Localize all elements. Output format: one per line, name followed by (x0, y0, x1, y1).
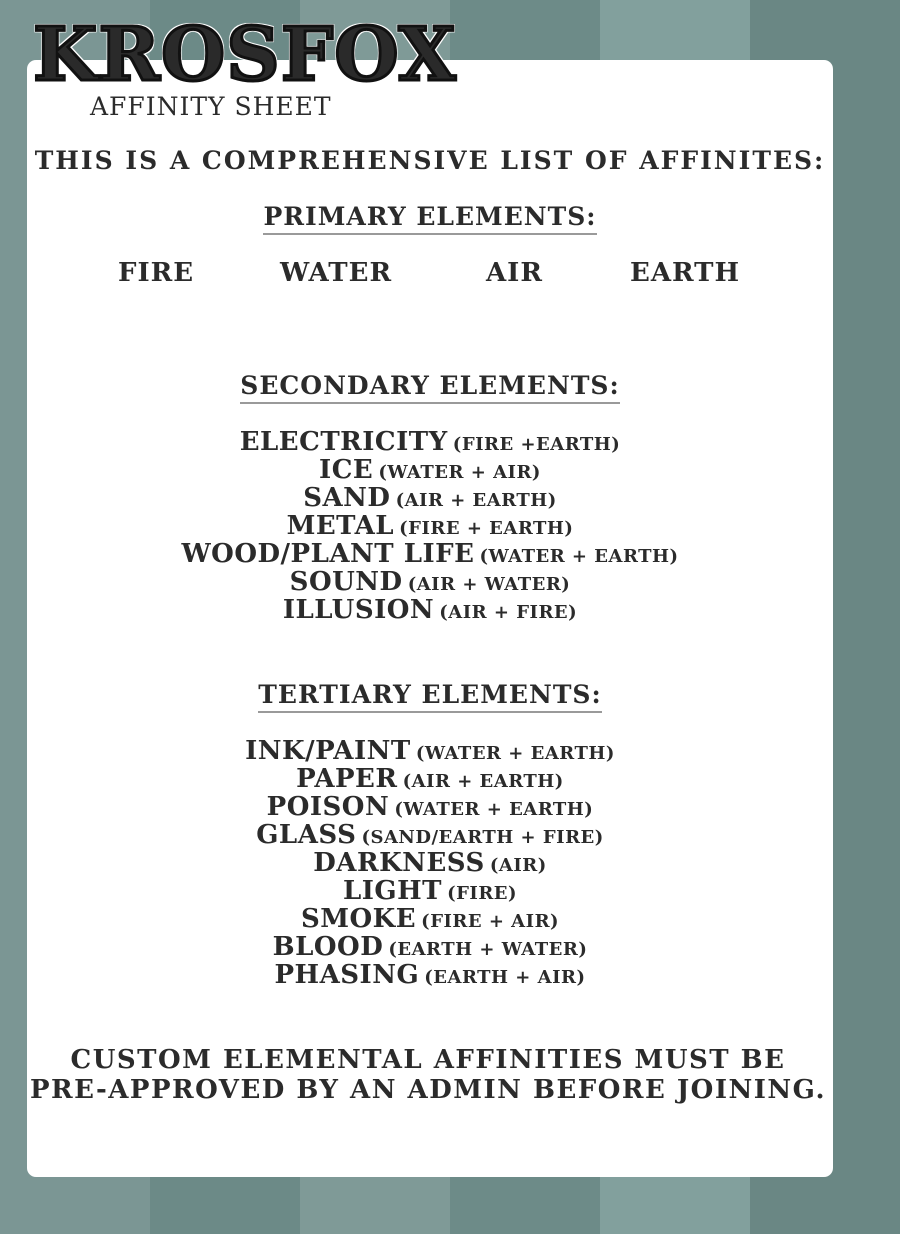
list-item (0, 568, 860, 596)
footer-line-2: PRE-APPROVED BY AN ADMIN BEFORE JOINING. (29, 1075, 827, 1105)
element-combo: (WATER + EARTH) (394, 799, 594, 820)
element-name: SMOKE (300, 904, 417, 934)
element-combo: (EARTH + WATER) (388, 939, 588, 960)
element-name: WOOD/PLANT LIFE (181, 539, 475, 569)
element-combo: (AIR + EARTH) (402, 771, 564, 792)
element-combo: (FIRE +EARTH) (452, 434, 621, 455)
primary-element: FIRE (118, 258, 195, 288)
secondary-elements-list (0, 428, 860, 624)
primary-element: WATER (280, 258, 393, 288)
footer-line-1: CUSTOM ELEMENTAL AFFINITIES MUST BE (70, 1045, 786, 1075)
element-name: ICE (319, 455, 374, 485)
element-name: ELECTRICITY (239, 427, 448, 457)
primary-elements-row (0, 258, 860, 288)
list-item (0, 484, 860, 512)
element-combo: (AIR + EARTH) (395, 490, 557, 511)
element-name: SAND (303, 483, 391, 513)
element-name: PAPER (296, 764, 398, 794)
element-name: PHASING (274, 960, 420, 990)
element-combo: (EARTH + AIR) (424, 967, 586, 988)
primary-heading (0, 202, 860, 231)
element-combo: (WATER + EARTH) (479, 546, 679, 567)
list-item (0, 765, 860, 793)
element-combo: (AIR) (489, 855, 547, 876)
secondary-heading (0, 371, 860, 400)
list-item (0, 793, 860, 821)
list-item (0, 961, 860, 989)
secondary-heading-label: SECONDARY ELEMENTS: (240, 371, 619, 404)
element-combo: (AIR + WATER) (407, 574, 571, 595)
tertiary-elements-list (0, 737, 860, 989)
page-subtitle: AFFINITY SHEET (90, 92, 332, 121)
list-item (0, 905, 860, 933)
element-combo: (FIRE) (447, 883, 518, 904)
element-name: LIGHT (342, 876, 443, 906)
element-name: DARKNESS (313, 848, 485, 878)
list-item (0, 540, 860, 568)
list-item (0, 821, 860, 849)
footer-notice (0, 1045, 856, 1105)
page-title: KROSFOX (33, 12, 457, 98)
element-combo: (FIRE + AIR) (421, 911, 560, 932)
element-name: SOUND (289, 567, 403, 597)
list-item (0, 849, 860, 877)
primary-element: EARTH (630, 258, 741, 288)
element-name: INK/PAINT (245, 736, 411, 766)
element-combo: (AIR + FIRE) (439, 602, 578, 623)
element-combo: (FIRE + EARTH) (399, 518, 574, 539)
tertiary-heading (0, 680, 860, 709)
list-item (0, 512, 860, 540)
tertiary-heading-label: TERTIARY ELEMENTS: (258, 680, 601, 713)
list-item (0, 456, 860, 484)
element-name: METAL (286, 511, 395, 541)
list-item (0, 428, 860, 456)
list-item (0, 877, 860, 905)
primary-element: AIR (486, 258, 543, 288)
list-item (0, 596, 860, 624)
element-combo: (WATER + AIR) (378, 462, 541, 483)
element-name: ILLUSION (282, 595, 435, 625)
intro-text: THIS IS A COMPREHENSIVE LIST OF AFFINITES: (34, 146, 826, 175)
list-item (0, 933, 860, 961)
element-name: BLOOD (272, 932, 384, 962)
element-name: GLASS (256, 820, 357, 850)
element-combo: (WATER + EARTH) (415, 743, 615, 764)
list-item (0, 737, 860, 765)
element-combo: (SAND/EARTH + FIRE) (361, 827, 604, 848)
element-name: POISON (266, 792, 390, 822)
primary-heading-label: PRIMARY ELEMENTS: (263, 202, 596, 235)
